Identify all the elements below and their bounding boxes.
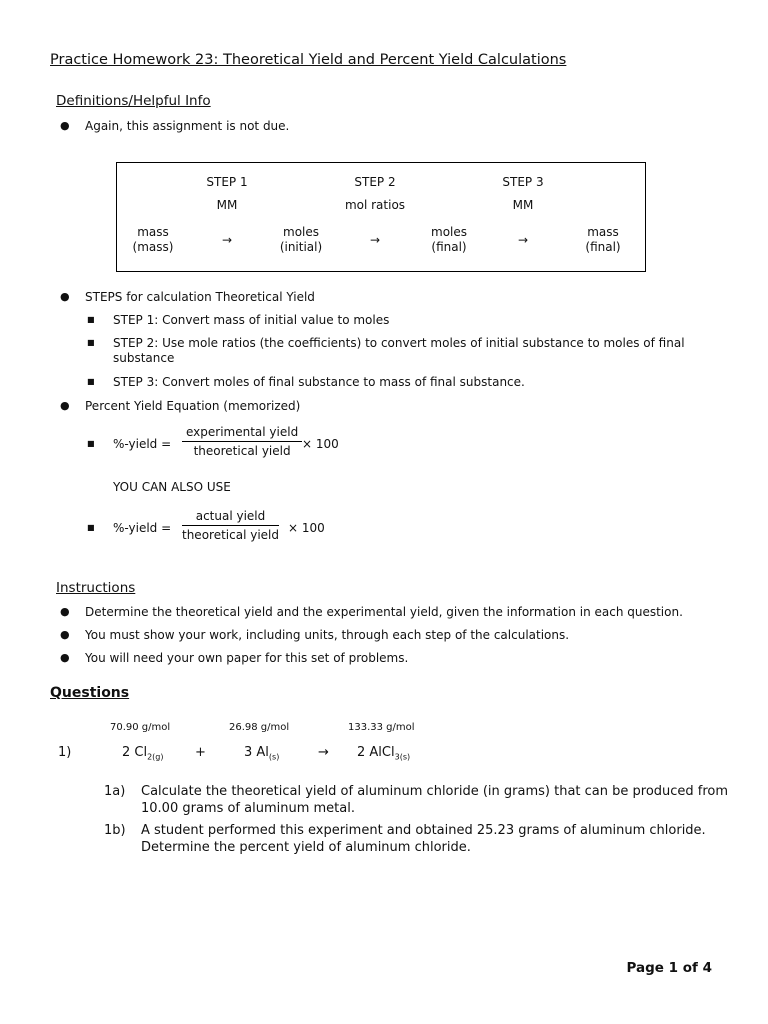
bullet-icon: ●	[60, 119, 70, 132]
step3-label: STEP 3	[502, 175, 544, 189]
questions-heading: Questions	[50, 685, 130, 701]
col1-line2: (mass)	[132, 240, 174, 254]
question-1a-line2: 10.00 grams of aluminum metal.	[141, 801, 355, 816]
step2-label: STEP 2	[354, 175, 396, 189]
cl2-formula: 2 Cl	[122, 745, 148, 760]
cl2-state: 2(g)	[147, 752, 164, 762]
also-use-text: YOU CAN ALSO USE	[113, 480, 231, 494]
instruction-1: Determine the theoretical yield and the experimental yield, given the information in each question.	[85, 605, 683, 619]
question-1b-line2: Determine the percent yield of aluminum chloride.	[141, 840, 471, 855]
steps-calc-heading: STEPS for calculation Theoretical Yield	[85, 290, 315, 304]
col2-line1: moles	[283, 225, 319, 239]
col2-line2: (initial)	[279, 240, 323, 254]
step1-mm: MM	[216, 198, 238, 212]
question-1b-line1: A student performed this experiment and obtained 25.23 grams of aluminum chloride.	[141, 823, 706, 838]
percent-yield-fraction-2	[182, 509, 279, 542]
col4-line1: mass	[587, 225, 619, 239]
bullet-icon: ●	[60, 605, 70, 618]
percent-yield-heading: Percent Yield Equation (memorized)	[85, 399, 301, 413]
times-100: × 100	[302, 437, 339, 451]
step2-mol-ratios: mol ratios	[344, 198, 406, 212]
al-formula: 3 Al	[244, 745, 269, 760]
step1-label: STEP 1	[206, 175, 248, 189]
al-state: (s)	[268, 752, 280, 762]
steps-table	[116, 162, 646, 272]
step2-text-line1: STEP 2: Use mole ratios (the coefficients) to convert moles of initial substance to moles of final	[113, 336, 685, 350]
molar-mass-alcl3: 133.33 g/mol	[348, 722, 415, 733]
fraction-numerator: experimental yield	[182, 425, 302, 442]
square-bullet-icon: ■	[87, 439, 95, 448]
arrow-right-icon: →	[369, 233, 381, 247]
col-mass-final	[585, 225, 620, 255]
reaction-arrow-icon: →	[318, 745, 329, 760]
square-bullet-icon: ■	[87, 523, 95, 532]
percent-yield-lhs: %-yield =	[113, 437, 172, 451]
molar-mass-al: 26.98 g/mol	[229, 722, 290, 733]
bullet-icon: ●	[60, 399, 70, 412]
page-title: Practice Homework 23: Theoretical Yield and Percent Yield Calculations	[50, 52, 567, 68]
col4-line2: (final)	[585, 240, 621, 254]
bullet-icon: ●	[60, 290, 70, 303]
times-100-2: × 100	[288, 521, 325, 535]
alcl3-state: 3(s)	[394, 752, 411, 762]
col-moles-final	[431, 225, 467, 255]
col3-line2: (final)	[431, 240, 467, 254]
percent-yield-lhs-2: %-yield =	[113, 521, 172, 535]
bullet-icon: ●	[60, 651, 70, 664]
arrow-right-icon: →	[517, 233, 529, 247]
percent-yield-fraction-1	[182, 425, 302, 458]
col-moles-initial	[280, 225, 322, 255]
alcl3-formula: 2 AlCl	[357, 745, 395, 760]
question-1a-label: 1a)	[104, 784, 126, 799]
fraction-numerator: actual yield	[182, 509, 279, 526]
step3-text: STEP 3: Convert moles of final substance to mass of final substance.	[113, 375, 525, 389]
question-1a-line1: Calculate the theoretical yield of aluminum chloride (in grams) that can be produced from	[141, 784, 729, 799]
instruction-3: You will need your own paper for this set of problems.	[85, 651, 409, 665]
fraction-denominator: theoretical yield	[193, 444, 291, 458]
square-bullet-icon: ■	[87, 338, 95, 347]
question-number: 1)	[58, 745, 72, 760]
bullet-icon: ●	[60, 628, 70, 641]
reactant-cl2	[122, 745, 164, 762]
question-1b-label: 1b)	[104, 823, 126, 838]
plus-sign: +	[195, 745, 206, 760]
definitions-heading: Definitions/Helpful Info	[56, 93, 211, 109]
square-bullet-icon: ■	[87, 377, 95, 386]
instruction-2: You must show your work, including units, through each step of the calculations.	[85, 628, 570, 642]
arrow-right-icon: →	[221, 233, 233, 247]
col1-line1: mass	[137, 225, 169, 239]
fraction-denominator: theoretical yield	[182, 528, 279, 542]
step1-text: STEP 1: Convert mass of initial value to moles	[113, 313, 390, 327]
reactant-al	[244, 745, 279, 762]
definitions-bullet-1: Again, this assignment is not due.	[85, 119, 290, 133]
step2-text-line2: substance	[113, 351, 175, 365]
square-bullet-icon: ■	[87, 315, 95, 324]
step3-mm: MM	[512, 198, 534, 212]
col3-line1: moles	[431, 225, 467, 239]
page-number: Page 1 of 4	[626, 960, 712, 976]
product-alcl3	[357, 745, 410, 762]
col-mass-initial	[133, 225, 174, 255]
instructions-heading: Instructions	[56, 580, 136, 596]
molar-mass-cl2: 70.90 g/mol	[110, 722, 171, 733]
